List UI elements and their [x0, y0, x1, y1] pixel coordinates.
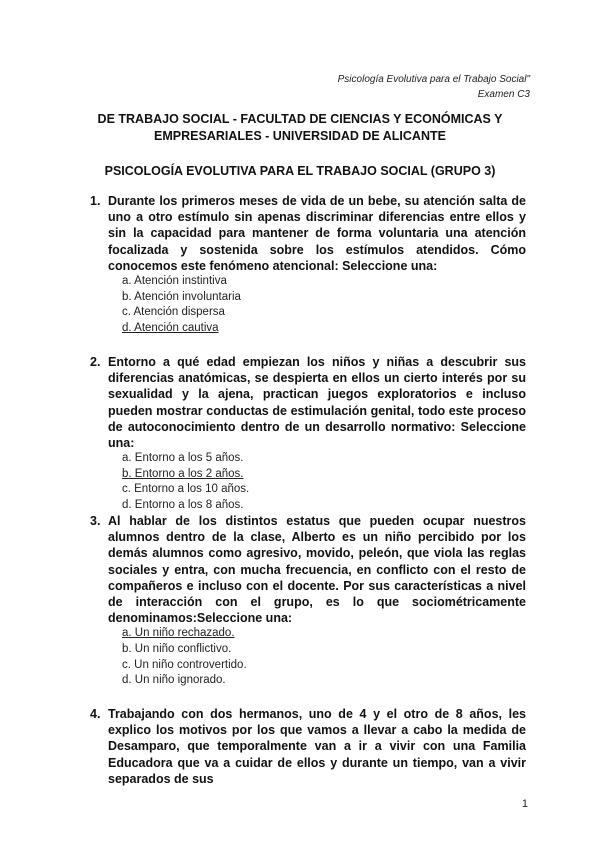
institution-line-2: EMPRESARIALES - UNIVERSIDAD DE ALICANTE — [154, 129, 446, 143]
answer-option[interactable]: c. Atención dispersa — [122, 306, 225, 319]
answer-option[interactable]: a. Atención instintiva — [122, 275, 227, 288]
question-number: 3. — [90, 514, 101, 528]
question-1 — [90, 193, 526, 336]
answer-option[interactable]: b. Un niño conflictivo. — [122, 643, 232, 656]
question-text: Al hablar de los distintos estatus que pueden ocupar nuestros alumnos dentro de la clase, Alberto es un niño percibido por los demás alumnos como agresivo, movido, peleón, que viola las reglas sociales y entra, con mucha frecuencia, en conflicto con el resto de compañeros e incluso con el docente. Por sus características a nivel de interacción con el grupo, es lo que sociométricamente denominamos:Seleccione una: — [108, 514, 526, 626]
institution-heading — [90, 111, 510, 145]
answer-option[interactable]: a. Un niño rechazado. — [122, 627, 235, 640]
subject-heading: PSICOLOGÍA EVOLUTIVA PARA EL TRABAJO SOCIAL (GRUPO 3) — [104, 164, 496, 178]
answer-option[interactable]: a. Entorno a los 5 años. — [122, 452, 244, 465]
answer-options — [122, 274, 526, 336]
question-2 — [90, 354, 526, 514]
answer-option[interactable]: c. Un niño controvertido. — [122, 658, 247, 671]
answer-options — [122, 451, 526, 513]
answer-option[interactable]: b. Atención involuntaria — [122, 290, 241, 303]
institution-line-1: DE TRABAJO SOCIAL - FACULTAD DE CIENCIAS Y ECONÓMICAS Y — [97, 112, 503, 126]
answer-option[interactable]: d. Entorno a los 8 años. — [122, 499, 244, 511]
running-header-course: Psicología Evolutiva para el Trabajo Social" — [337, 74, 530, 85]
answer-options — [122, 626, 526, 688]
question-text: Entorno a qué edad empiezan los niños y niñas a descubrir sus diferencias anatómicas, se despierta en ellos un cierto interés por su sexualidad y la ajena, practican juegos exploratorios e incluso pueden mostrar conductas de estimulación genital, todo este proceso de autoconocimiento dentro de un desarrollo normativo: Seleccione una: — [108, 355, 526, 451]
answer-option[interactable]: b. Entorno a los 2 años. — [122, 467, 244, 480]
question-number: 1. — [90, 194, 101, 208]
question-3 — [90, 513, 526, 689]
question-4 — [90, 706, 526, 787]
answer-option[interactable]: d. Atención cautiva — [122, 321, 219, 334]
question-number: 2. — [90, 355, 101, 369]
question-number: 4. — [90, 707, 101, 721]
question-text: Trabajando con dos hermanos, uno de 4 y el otro de 8 años, les explico los motivos por los que vamos a llevar a cabo la medida de Desamparo, que temporalmente van a ir a vivir con una Familia Educadora que va a cuidar de ellos y durante un tiempo, van a vivir separados de sus — [108, 707, 526, 786]
answer-option[interactable]: c. Entorno a los 10 años. — [122, 483, 250, 496]
running-header-exam: Examen C3 — [477, 89, 530, 100]
question-text: Durante los primeros meses de vida de un bebe, su atención salta de uno a otro estímulo sin apenas discriminar diferencias entre ellos y sin la capacidad para mantener de forma voluntaria una atención focalizada y sostenida sobre los estímulos atendidos. Cómo conocemos este fenómeno atencional: Seleccione una: — [108, 194, 526, 273]
page-number: 1 — [521, 798, 528, 810]
running-header — [338, 72, 530, 102]
answer-option[interactable]: d. Un niño ignorado. — [122, 674, 226, 687]
